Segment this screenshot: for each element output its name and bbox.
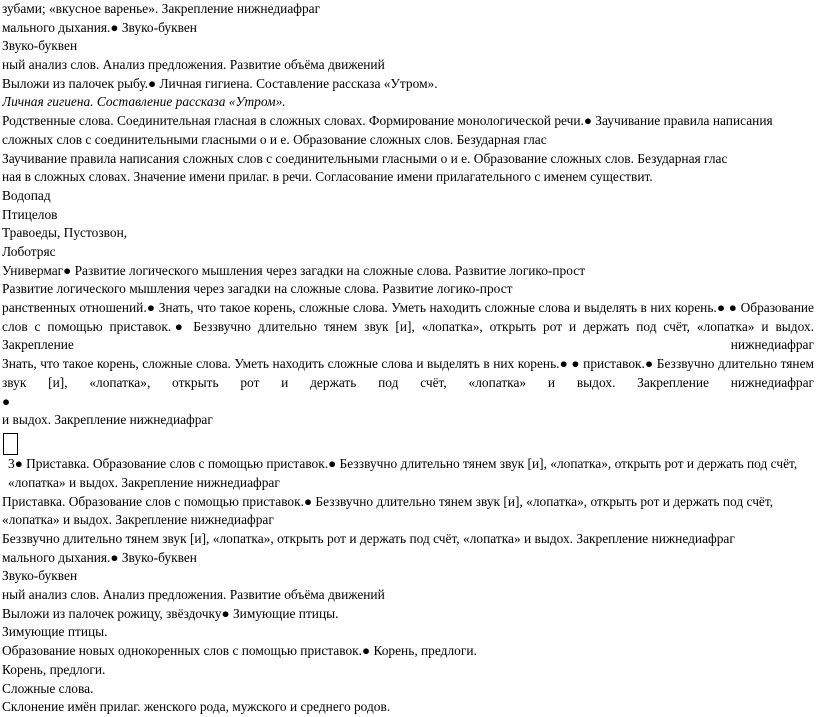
text-line: Корень, предлоги. [2, 661, 106, 677]
text-line-with-box [2, 411, 814, 455]
text-line: зубами; «вкусное варенье». Закрепление нижнедиафраг [2, 1, 321, 16]
text-line: Универмаг● Развитие логического мышления через загадки на сложные слова. Развитие логико-прост [2, 262, 586, 278]
text-line: Знать, что такое корень, сложные слова. Уметь находить сложные слова и выделять в них корень.● ● приставок.● Беззвучно длительно тянем звук [и], «лопатка», открыть рот и держать под счёт, «лопатка» и выдох. Закрепление нижнедиафраг [2, 356, 814, 390]
empty-box [3, 433, 18, 455]
text-line: ная в сложных словах. Значение имени прилаг. в речи. Согласование имени прилагательного с именем существит. [2, 169, 653, 185]
text-line: Образование новых однокоренных слов с помощью приставок.● Корень, предлоги. [2, 643, 477, 659]
text-line: Склонение имён прилаг. женского рода, мужского и среднего родов. [2, 699, 391, 715]
text-line: Звуко-буквен [2, 568, 78, 584]
text-line: 3● Приставка. Образование слов с помощью приставок.● Беззвучно длительно тянем звук [и], «лопатка», открыть рот и держать под счёт, «лопатка» и выдох. Закрепление нижнедиафраг [8, 456, 798, 490]
text-line: Водопад [2, 187, 51, 203]
text-line: Беззвучно длительно тянем звук [и], «лопатка», открыть рот и держать под счёт, «лопатка» и выдох. Закрепление нижнедиафраг [2, 531, 735, 547]
text-line: и выдох. Закрепление нижнедиафраг [2, 412, 213, 428]
text-line: Сложные слова. [2, 680, 94, 696]
text-line: Развитие логического мышления через загадки на сложные слова. Развитие логико-прост [2, 281, 513, 297]
text-line: Зимующие птицы. [2, 624, 108, 640]
text-line: мального дыхания.● Звуко-буквен [2, 549, 197, 565]
text-line: ный анализ слов. Анализ предложения. Развитие объёма движений [2, 57, 385, 73]
text-line: ный анализ слов. Анализ предложения. Развитие объёма движений [2, 587, 385, 603]
text-line: Личная гигиена. Составление рассказа «Утром». [2, 94, 286, 110]
text-line: Травоеды, Пустозвон, [2, 225, 128, 241]
bullet-line: ● [2, 393, 11, 409]
text-line: Родственные слова. Соединительная гласная в сложных словах. Формирование монологической речи.● Заучивание правила написания сложных слов с соединительными гласными о и е. Образование сложных слов. Безударная глас [2, 113, 773, 147]
text-line: ранственных отношений.● Знать, что такое корень, сложные слова. Уметь находить сложные слова и выделять в них корень.● ● Образование слов с помощью приставок.● Беззвучно длительно тянем звук [и], «лопатка», открыть рот и держать под счёт, «лопатка» и выдох. Закрепление нижнедиафраг [2, 300, 814, 353]
text-line: Лоботряс [2, 243, 56, 259]
text-line: Выложи из палочек рыбу.● Личная гигиена. Составление рассказа «Утром». [2, 75, 438, 91]
text-line: Звуко-буквен [2, 38, 78, 54]
text-line: Заучивание правила написания сложных слов с соединительными гласными о и е. Образование сложных слов. Безударная глас [2, 150, 728, 166]
text-line: Птицелов [2, 206, 58, 222]
text-line: Приставка. Образование слов с помощью приставок.● Беззвучно длительно тянем звук [и], «лопатка», открыть рот и держать под счёт, «лопатка» и выдох. Закрепление нижнедиафраг [2, 493, 774, 528]
text-line: Выложи из палочек рожицу, звёздочку● Зимующие птицы. [2, 605, 339, 621]
text-line: мального дыхания.● Звуко-буквен [2, 19, 197, 35]
